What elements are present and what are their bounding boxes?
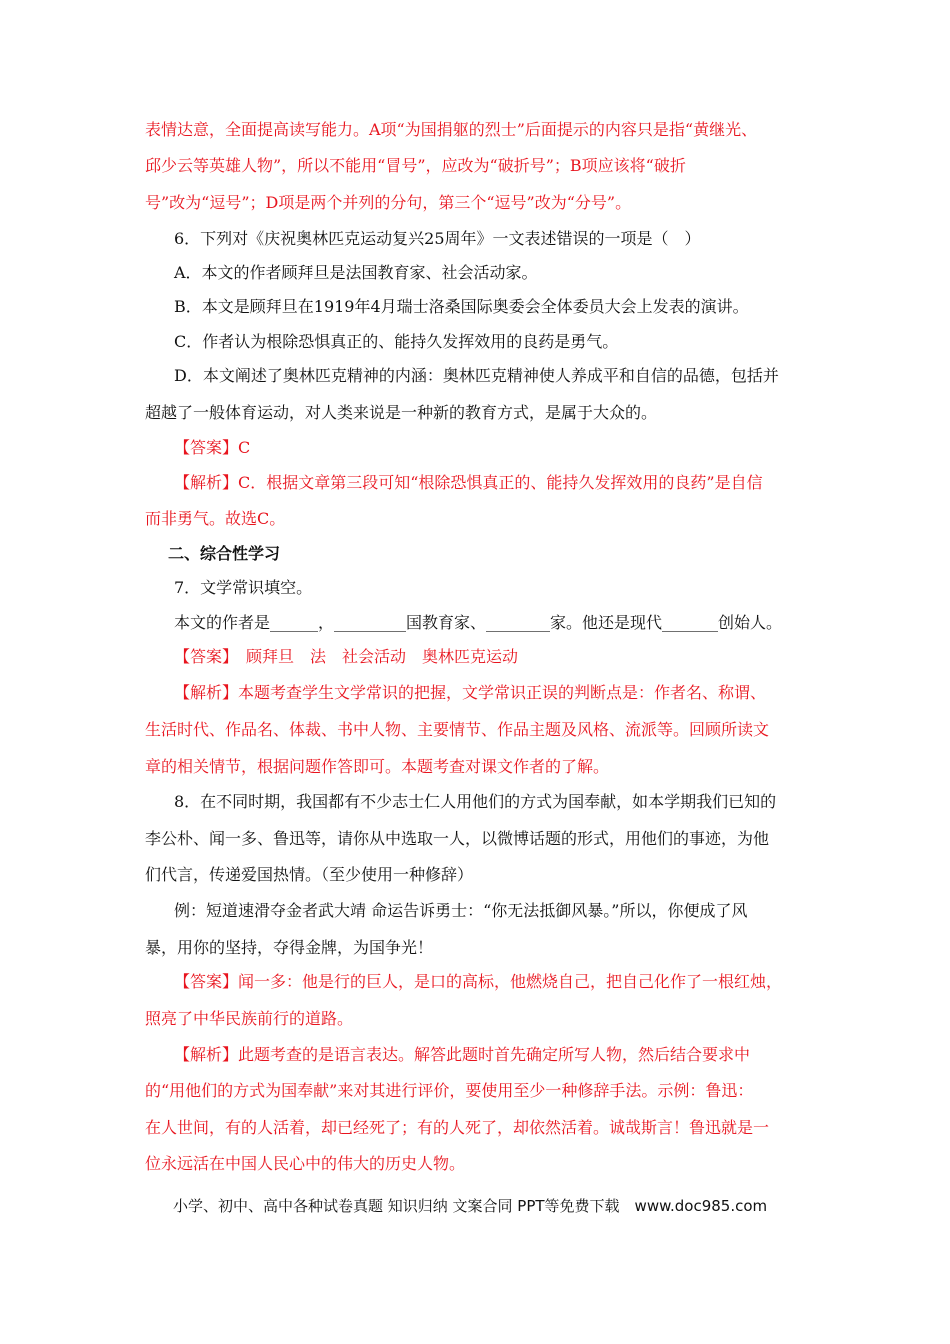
analysis-7: 【解析】本题考查学生文学常识的把握，文学常识正误的判断点是：作者名、称谓、 xyxy=(174,683,767,702)
example-8: 例：短道速滑夺金者武大靖 命运告诉勇士：“你无法抵御风暴。”所以，你便成了风 xyxy=(174,901,748,920)
answer-6: 【答案】C xyxy=(174,438,251,457)
question-8-cont: 李公朴、闻一多、鲁迅等，请你从中选取一人，以微博话题的形式，用他们的事迹，为他 xyxy=(145,829,770,848)
analysis-6-cont: 而非勇气。故选C。 xyxy=(145,509,286,528)
analysis-8-cont: 位永远活在中国人民心中的伟大的历史人物。 xyxy=(145,1154,466,1173)
page-footer: 小学、初中、高中各种试卷真题 知识归纳 文案合同 PPT等免费下载 www.doc985.com xyxy=(173,1197,768,1215)
analysis-7-cont: 章的相关情节，根据问题作答即可。本题考查对课文作者的了解。 xyxy=(145,757,610,776)
question-6: 6．下列对《庆祝奥林匹克运动复兴25周年》一文表述错误的一项是（ ） xyxy=(174,229,701,248)
section-heading: 二、综合性学习 xyxy=(168,544,281,563)
analysis-6: 【解析】C．根据文章第三段可知“根除恐惧真正的、能持久发挥效用的良药”是自信 xyxy=(174,473,763,492)
option-d-cont: 超越了一般体育运动，对人类来说是一种新的教育方式，是属于大众的。 xyxy=(145,403,658,422)
analysis-line: 邱少云等英雄人物”，所以不能用“冒号”，应改为“破折号”；B项应该将“破折 xyxy=(145,156,686,175)
answer-8-cont: 照亮了中华民族前行的道路。 xyxy=(145,1009,354,1028)
option-b: B．本文是顾拜旦在1919年4月瑞士洛桑国际奥委会全体委员大会上发表的演讲。 xyxy=(174,297,749,316)
question-8-cont: 们代言，传递爱国热情。（至少使用一种修辞） xyxy=(145,865,474,884)
answer-7: 【答案】 顾拜旦 法 社会活动 奥林匹克运动 xyxy=(174,647,519,666)
analysis-8-cont: 在人世间，有的人活着，却已经死了；有的人死了，却依然活着。诚哉斯言！鲁迅就是一 xyxy=(145,1118,770,1137)
question-8: 8．在不同时期，我国都有不少志士仁人用他们的方式为国奉献，如本学期我们已知的 xyxy=(174,792,777,811)
example-8-cont: 暴，用你的坚持，夺得金牌，为国争光！ xyxy=(145,938,434,957)
analysis-line: 号”改为“逗号”；D项是两个并列的分句，第三个“逗号”改为“分号”。 xyxy=(145,193,632,212)
option-d: D．本文阐述了奥林匹克精神的内涵：奥林匹克精神使人养成平和自信的品德，包括并 xyxy=(174,366,779,385)
answer-8: 【答案】闻一多：他是行的巨人，是口的高标，他燃烧自己，把自己化作了一根红烛， xyxy=(174,972,783,991)
analysis-8-cont: 的“用他们的方式为国奉献”来对其进行评价，要使用至少一种修辞手法。示例：鲁迅： xyxy=(145,1081,754,1100)
question-7: 7．文学常识填空。 xyxy=(174,578,313,597)
option-a: A．本文的作者顾拜旦是法国教育家、社会活动家。 xyxy=(174,263,538,282)
option-c: C．作者认为根除恐惧真正的、能持久发挥效用的良药是勇气。 xyxy=(174,332,619,351)
analysis-7-cont: 生活时代、作品名、体裁、书中人物、主要情节、作品主题及风格、流派等。回顾所读文 xyxy=(145,720,770,739)
question-7-blanks: 本文的作者是______，_________国教育家、________家。他还是现代_______创始人。 xyxy=(174,613,783,632)
analysis-8: 【解析】此题考查的是语言表达。解答此题时首先确定所写人物，然后结合要求中 xyxy=(174,1045,751,1064)
analysis-line: 表情达意，全面提高读写能力。A项“为国捐躯的烈士”后面提示的内容只是指“黄继光、 xyxy=(145,120,758,139)
